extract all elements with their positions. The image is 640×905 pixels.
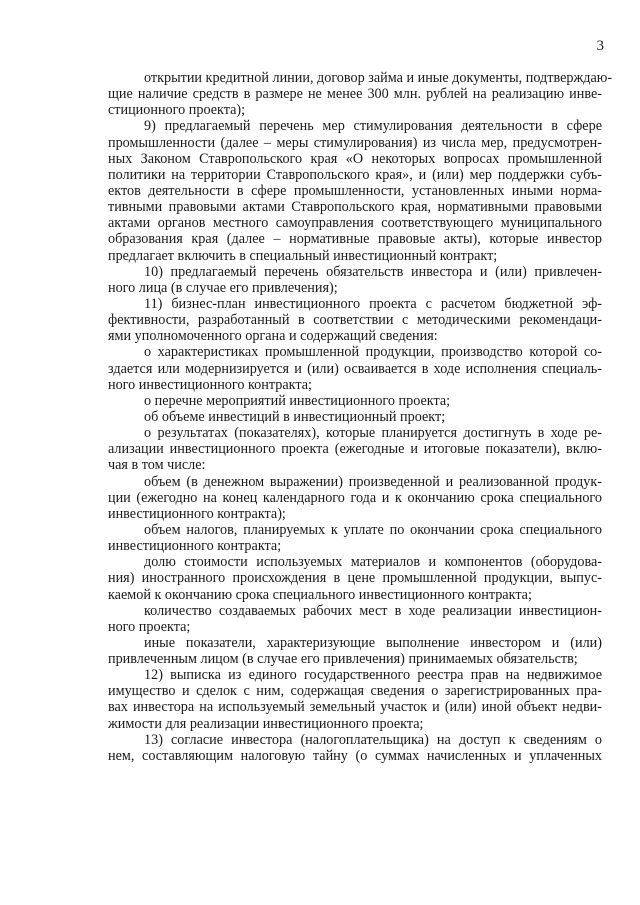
text-line: об объеме инвестиций в инвестиционный проект; [144,408,446,425]
paragraph [108,344,602,392]
text-line: долю стоимости используемых материалов и компонентов (оборудова- [144,554,602,571]
document-body [108,70,613,764]
paragraph [108,425,602,473]
text-line: ния) иностранного происхождения в цене промышленной продукции, выпус- [108,570,602,587]
paragraph [108,522,602,554]
text-line: о результатах (показателях), которые планируется достигнуть в ходе ре- [144,425,602,442]
paragraph [108,603,602,635]
text-line: ализации инвестиционного проекта (ежегодные и итоговые показатели), вклю- [108,441,602,458]
text-line: объем налогов, планируемых к уплате по окончании срока специального [144,521,602,538]
text-line: предлагает включить в специальный инвестиционный контракт; [108,247,498,264]
text-line: здается или модернизируется и (или) осваивается в ходе исполнения специаль- [108,360,602,377]
text-line: 10) предлагаемый перечень обязательств инвестора и (или) привлечен- [144,263,602,280]
text-line: стиционного проекта); [108,102,246,119]
text-line: промышленности (далее – меры стимулирования) из числа мер, предусмотрен- [108,134,602,151]
paragraph [108,474,602,522]
text-line: ектов деятельности в сфере промышленности, установленных иными норма- [108,182,602,199]
text-line: привлеченным лицом (в случае его привлечения) принимаемых обязательств; [108,651,578,668]
text-line: имущество и сделок с ним, содержащая сведения о зарегистрированных пра- [108,683,602,700]
paragraph [108,409,602,425]
paragraph [108,264,602,296]
text-line: образования края (далее – нормативные правовые акты), которые инвестор [108,231,602,248]
text-line: ции (ежегодно на конец календарного года и к окончанию срока специального [108,489,602,506]
text-line: фективности, разработанный в соответствии с методическими рекомендаци- [108,312,602,329]
text-line: 11) бизнес-план инвестиционного проекта с расчетом бюджетной эф- [144,295,602,312]
text-line: ями уполномоченного органа и содержащий сведения: [108,328,438,345]
text-line: ного лица (в случае его привлечения); [108,279,338,296]
text-line: объем (в денежном выражении) произведенной и реализованной продук- [144,473,602,490]
text-line: тивными правовыми актами Ставропольского края, нормативными правовыми [108,199,602,216]
text-line: политики на территории Ставропольского края», и (или) мер поддержки субъ- [108,166,602,183]
text-line: ных Законом Ставропольского края «О некоторых вопросах промышленной [108,150,602,167]
text-line: вах инвестора на используемый земельный участок и (или) иной объект недви- [108,699,602,716]
paragraph [108,732,602,764]
text-line: о характеристиках промышленной продукции, производство которой со- [144,344,602,361]
text-line: инвестиционного контракта; [108,538,282,555]
text-line: открытии кредитной линии, договор займа и иные документы, подтверждаю- [144,70,613,86]
text-line: щие наличие средств в размере не менее 300 млн. рублей на реализацию инве- [108,86,602,103]
paragraph [108,393,602,409]
text-line: о перечне мероприятий инвестиционного проекта; [144,392,451,409]
text-line: 13) согласие инвестора (налогоплательщика) на доступ к сведениям о [144,731,602,748]
paragraph [108,667,602,732]
text-line: нем, составляющим налоговую тайну (о суммах начисленных и уплаченных [108,747,602,764]
text-line: каемой к окончанию срока специального инвестиционного контракта; [108,586,532,603]
text-line: 12) выписка из единого государственного реестра прав на недвижимое [144,667,602,684]
text-line: ного инвестиционного контракта; [108,376,312,393]
text-line: иные показатели, характеризующие выполнение инвестором и (или) [144,634,602,651]
paragraph [108,296,602,344]
text-line: количество создаваемых рабочих мест в ходе реализации инвестицион- [144,602,602,619]
text-line: 9) предлагаемый перечень мер стимулирования деятельности в сфере [144,118,602,135]
page-number: 3 [596,38,604,54]
text-line: ного проекта; [108,618,191,635]
text-line: чая в том числе: [108,457,206,474]
text-line: инвестиционного контракта); [108,505,286,522]
paragraph [108,70,613,119]
text-line: актами органов местного самоуправления соответствующего муниципального [108,215,602,232]
text-line: жимости для реализации инвестиционного проекта; [108,715,424,732]
paragraph [108,118,602,263]
paragraph [108,635,602,667]
paragraph [108,554,602,602]
